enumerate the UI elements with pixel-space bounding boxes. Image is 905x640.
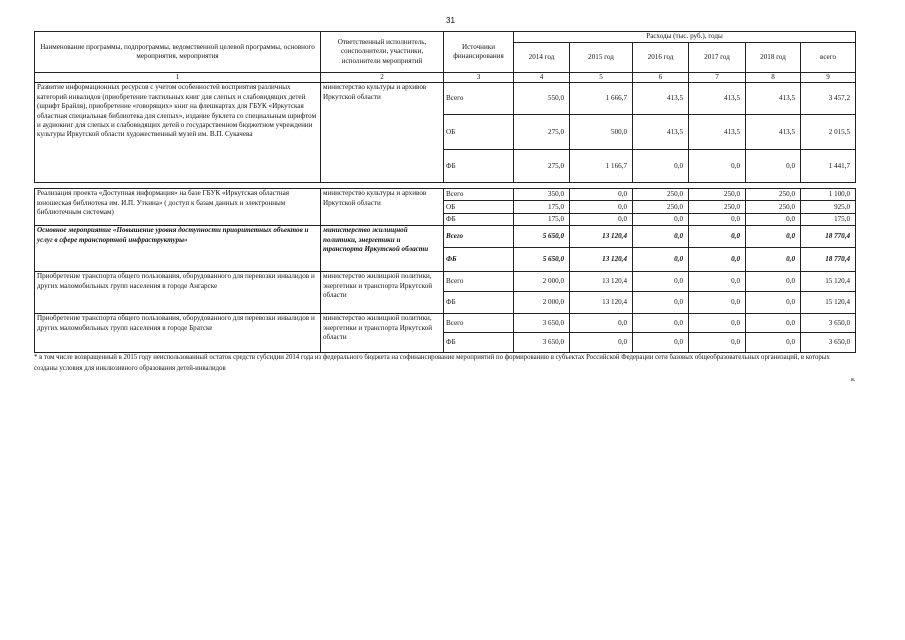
value-cell: 3 650,0 (514, 333, 570, 353)
funding-source: ОБ (444, 115, 514, 150)
value-cell: 0,0 (633, 292, 689, 314)
value-cell: 1 666,7 (570, 83, 633, 115)
corner-mark: я. (851, 377, 856, 383)
value-cell: 175,0 (801, 214, 856, 226)
header-year: 2017 год (689, 43, 746, 73)
value-cell: 13 120,4 (570, 248, 633, 272)
value-cell: 18 770,4 (801, 226, 856, 248)
funding-source: Всего (444, 314, 514, 333)
value-cell: 500,0 (570, 115, 633, 150)
value-cell: 0,0 (689, 272, 746, 292)
value-cell: 0,0 (689, 150, 746, 183)
value-cell: 0,0 (689, 226, 746, 248)
value-cell: 0,0 (746, 248, 801, 272)
value-cell: 0,0 (689, 214, 746, 226)
value-cell: 0,0 (689, 292, 746, 314)
executor-name: министерство культуры и архивов Иркутской области (321, 83, 444, 183)
funding-source: Всего (444, 226, 514, 248)
value-cell: 1 441,7 (801, 150, 856, 183)
table-row (35, 83, 856, 115)
value-cell: 0,0 (746, 272, 801, 292)
value-cell: 0,0 (746, 314, 801, 333)
value-cell: 0,0 (746, 333, 801, 353)
value-cell: 250,0 (689, 189, 746, 201)
activity-name: Приобретение транспорта общего пользования, оборудованного для перевозки инвалидов и других маломобильных групп населения в городе Ангарске (35, 272, 321, 314)
value-cell: 0,0 (633, 272, 689, 292)
value-cell: 15 120,4 (801, 292, 856, 314)
value-cell: 0,0 (746, 226, 801, 248)
value-cell: 0,0 (689, 314, 746, 333)
column-number-row (35, 73, 856, 83)
header-year: 2018 год (746, 43, 801, 73)
table-row (35, 272, 856, 292)
header-executor: Ответственный исполнитель, соисполнители, участники, исполнители мероприятий (321, 32, 444, 73)
funding-source: Всего (444, 272, 514, 292)
funding-source: ОБ (444, 201, 514, 214)
executor-name: министерство жилищной политики, энергетики и транспорта Иркутской области (321, 272, 444, 314)
program-name: Реализация проекта «Доступная информация» на базе ГБУК «Иркутская областная юношеская библиотека им. И.П. Уткина» ( доступ к базам данных и электронным библиотечным системам) (35, 189, 321, 226)
value-cell: 925,0 (801, 201, 856, 214)
value-cell: 550,0 (514, 83, 570, 115)
funding-source: ФБ (444, 333, 514, 353)
funding-source: ФБ (444, 292, 514, 314)
table-row (35, 226, 856, 248)
executor-name: министерство культуры и архивов Иркутской области (321, 189, 444, 226)
value-cell: 0,0 (570, 333, 633, 353)
funding-source: Всего (444, 83, 514, 115)
value-cell: 13 120,4 (570, 272, 633, 292)
value-cell: 3 650,0 (801, 314, 856, 333)
value-cell: 250,0 (746, 189, 801, 201)
header-year: 2014 год (514, 43, 570, 73)
value-cell: 2 000,0 (514, 292, 570, 314)
header-year: 2015 год (570, 43, 633, 73)
value-cell: 13 120,4 (570, 292, 633, 314)
main-activity-name: Основное мероприятие «Повышение уровня доступности приоритетных объектов и услуг в сфере транспортной инфраструктуры» (35, 226, 321, 272)
value-cell: 2 000,0 (514, 272, 570, 292)
value-cell: 413,5 (746, 83, 801, 115)
value-cell: 0,0 (633, 333, 689, 353)
value-cell: 250,0 (633, 201, 689, 214)
value-cell: 13 120,4 (570, 226, 633, 248)
value-cell: 413,5 (633, 83, 689, 115)
column-number: 3 (444, 73, 514, 83)
value-cell: 275,0 (514, 115, 570, 150)
value-cell: 1 100,0 (801, 189, 856, 201)
value-cell: 3 650,0 (514, 314, 570, 333)
header-total: всего (801, 43, 856, 73)
footnote: * в том числе возвращенный в 2015 году неиспользованный остаток средств субсидии 2014 года из федерального бюджета на софинансирование мероприятий по формированию в субъектах Российской Федерации сети базовых общеобразовательных организаций, в которых созданы условия для инклюзивного образования детей-инвалидов (34, 354, 830, 372)
value-cell: 175,0 (514, 201, 570, 214)
funding-source: ФБ (444, 150, 514, 183)
funding-source: ФБ (444, 214, 514, 226)
value-cell: 275,0 (514, 150, 570, 183)
value-cell: 413,5 (689, 115, 746, 150)
value-cell: 250,0 (689, 201, 746, 214)
value-cell: 250,0 (746, 201, 801, 214)
value-cell: 413,5 (746, 115, 801, 150)
value-cell: 413,5 (689, 83, 746, 115)
value-cell: 3 457,2 (801, 83, 856, 115)
column-number: 6 (633, 73, 689, 83)
value-cell: 1 166,7 (570, 150, 633, 183)
header-year: 2016 год (633, 43, 689, 73)
value-cell: 18 770,4 (801, 248, 856, 272)
header-expenses: Расходы (тыс. руб.), годы (514, 32, 856, 43)
column-number: 8 (746, 73, 801, 83)
value-cell: 15 120,4 (801, 272, 856, 292)
value-cell: 5 650,0 (514, 248, 570, 272)
activity-name: Приобретение транспорта общего пользования, оборудованного для перевозки инвалидов и других маломобильных групп населения в городе Братске (35, 314, 321, 353)
value-cell: 3 650,0 (801, 333, 856, 353)
value-cell: 0,0 (633, 150, 689, 183)
column-number: 5 (570, 73, 633, 83)
value-cell: 0,0 (570, 201, 633, 214)
funding-source: ФБ (444, 248, 514, 272)
header-name: Наименование программы, подпрограммы, ведомственной целевой программы, основного мероприятия, мероприятия (35, 32, 321, 73)
value-cell: 350,0 (514, 189, 570, 201)
page-number: 31 (446, 16, 455, 25)
value-cell: 0,0 (570, 314, 633, 333)
value-cell: 0,0 (746, 292, 801, 314)
value-cell: 0,0 (689, 333, 746, 353)
value-cell: 2 015,5 (801, 115, 856, 150)
value-cell: 5 650,0 (514, 226, 570, 248)
table-row (35, 189, 856, 201)
table-row (35, 314, 856, 333)
column-number: 9 (801, 73, 856, 83)
column-number: 1 (35, 73, 321, 83)
value-cell: 0,0 (633, 314, 689, 333)
funding-source: Всего (444, 189, 514, 201)
value-cell: 0,0 (633, 214, 689, 226)
column-number: 4 (514, 73, 570, 83)
column-number: 7 (689, 73, 746, 83)
header-source: Источники финансирования (444, 32, 514, 73)
program-name: Развитие информационных ресурсов с учетом особенностей восприятия различных категорий инвалидов (приобретение тактильных книг для слепых и слабовидящих детей (шрифт Брайля), приобретение «говорящих» книг на флешкартах для ГБУК «Иркутская областная специальная библиотека для слепых», издание буклета со специальным шрифтом и аудиокниг для слепых и слабовидящих детей о государственном бюджетном учреждении культуры Иркутской области художественный музей им. В.П. Сукачева (35, 83, 321, 183)
value-cell: 0,0 (633, 248, 689, 272)
value-cell: 0,0 (570, 214, 633, 226)
executor-name: министерство жилищной политики, энергетики и транспорта Иркутской области (321, 226, 444, 272)
value-cell: 0,0 (746, 214, 801, 226)
value-cell: 0,0 (746, 150, 801, 183)
value-cell: 413,5 (633, 115, 689, 150)
value-cell: 0,0 (570, 189, 633, 201)
value-cell: 250,0 (633, 189, 689, 201)
executor-name: министерство жилищной политики, энергетики и транспорта Иркутской области (321, 314, 444, 353)
value-cell: 0,0 (633, 226, 689, 248)
value-cell: 0,0 (689, 248, 746, 272)
value-cell: 175,0 (514, 214, 570, 226)
expenses-table (34, 31, 856, 353)
column-number: 2 (321, 73, 444, 83)
